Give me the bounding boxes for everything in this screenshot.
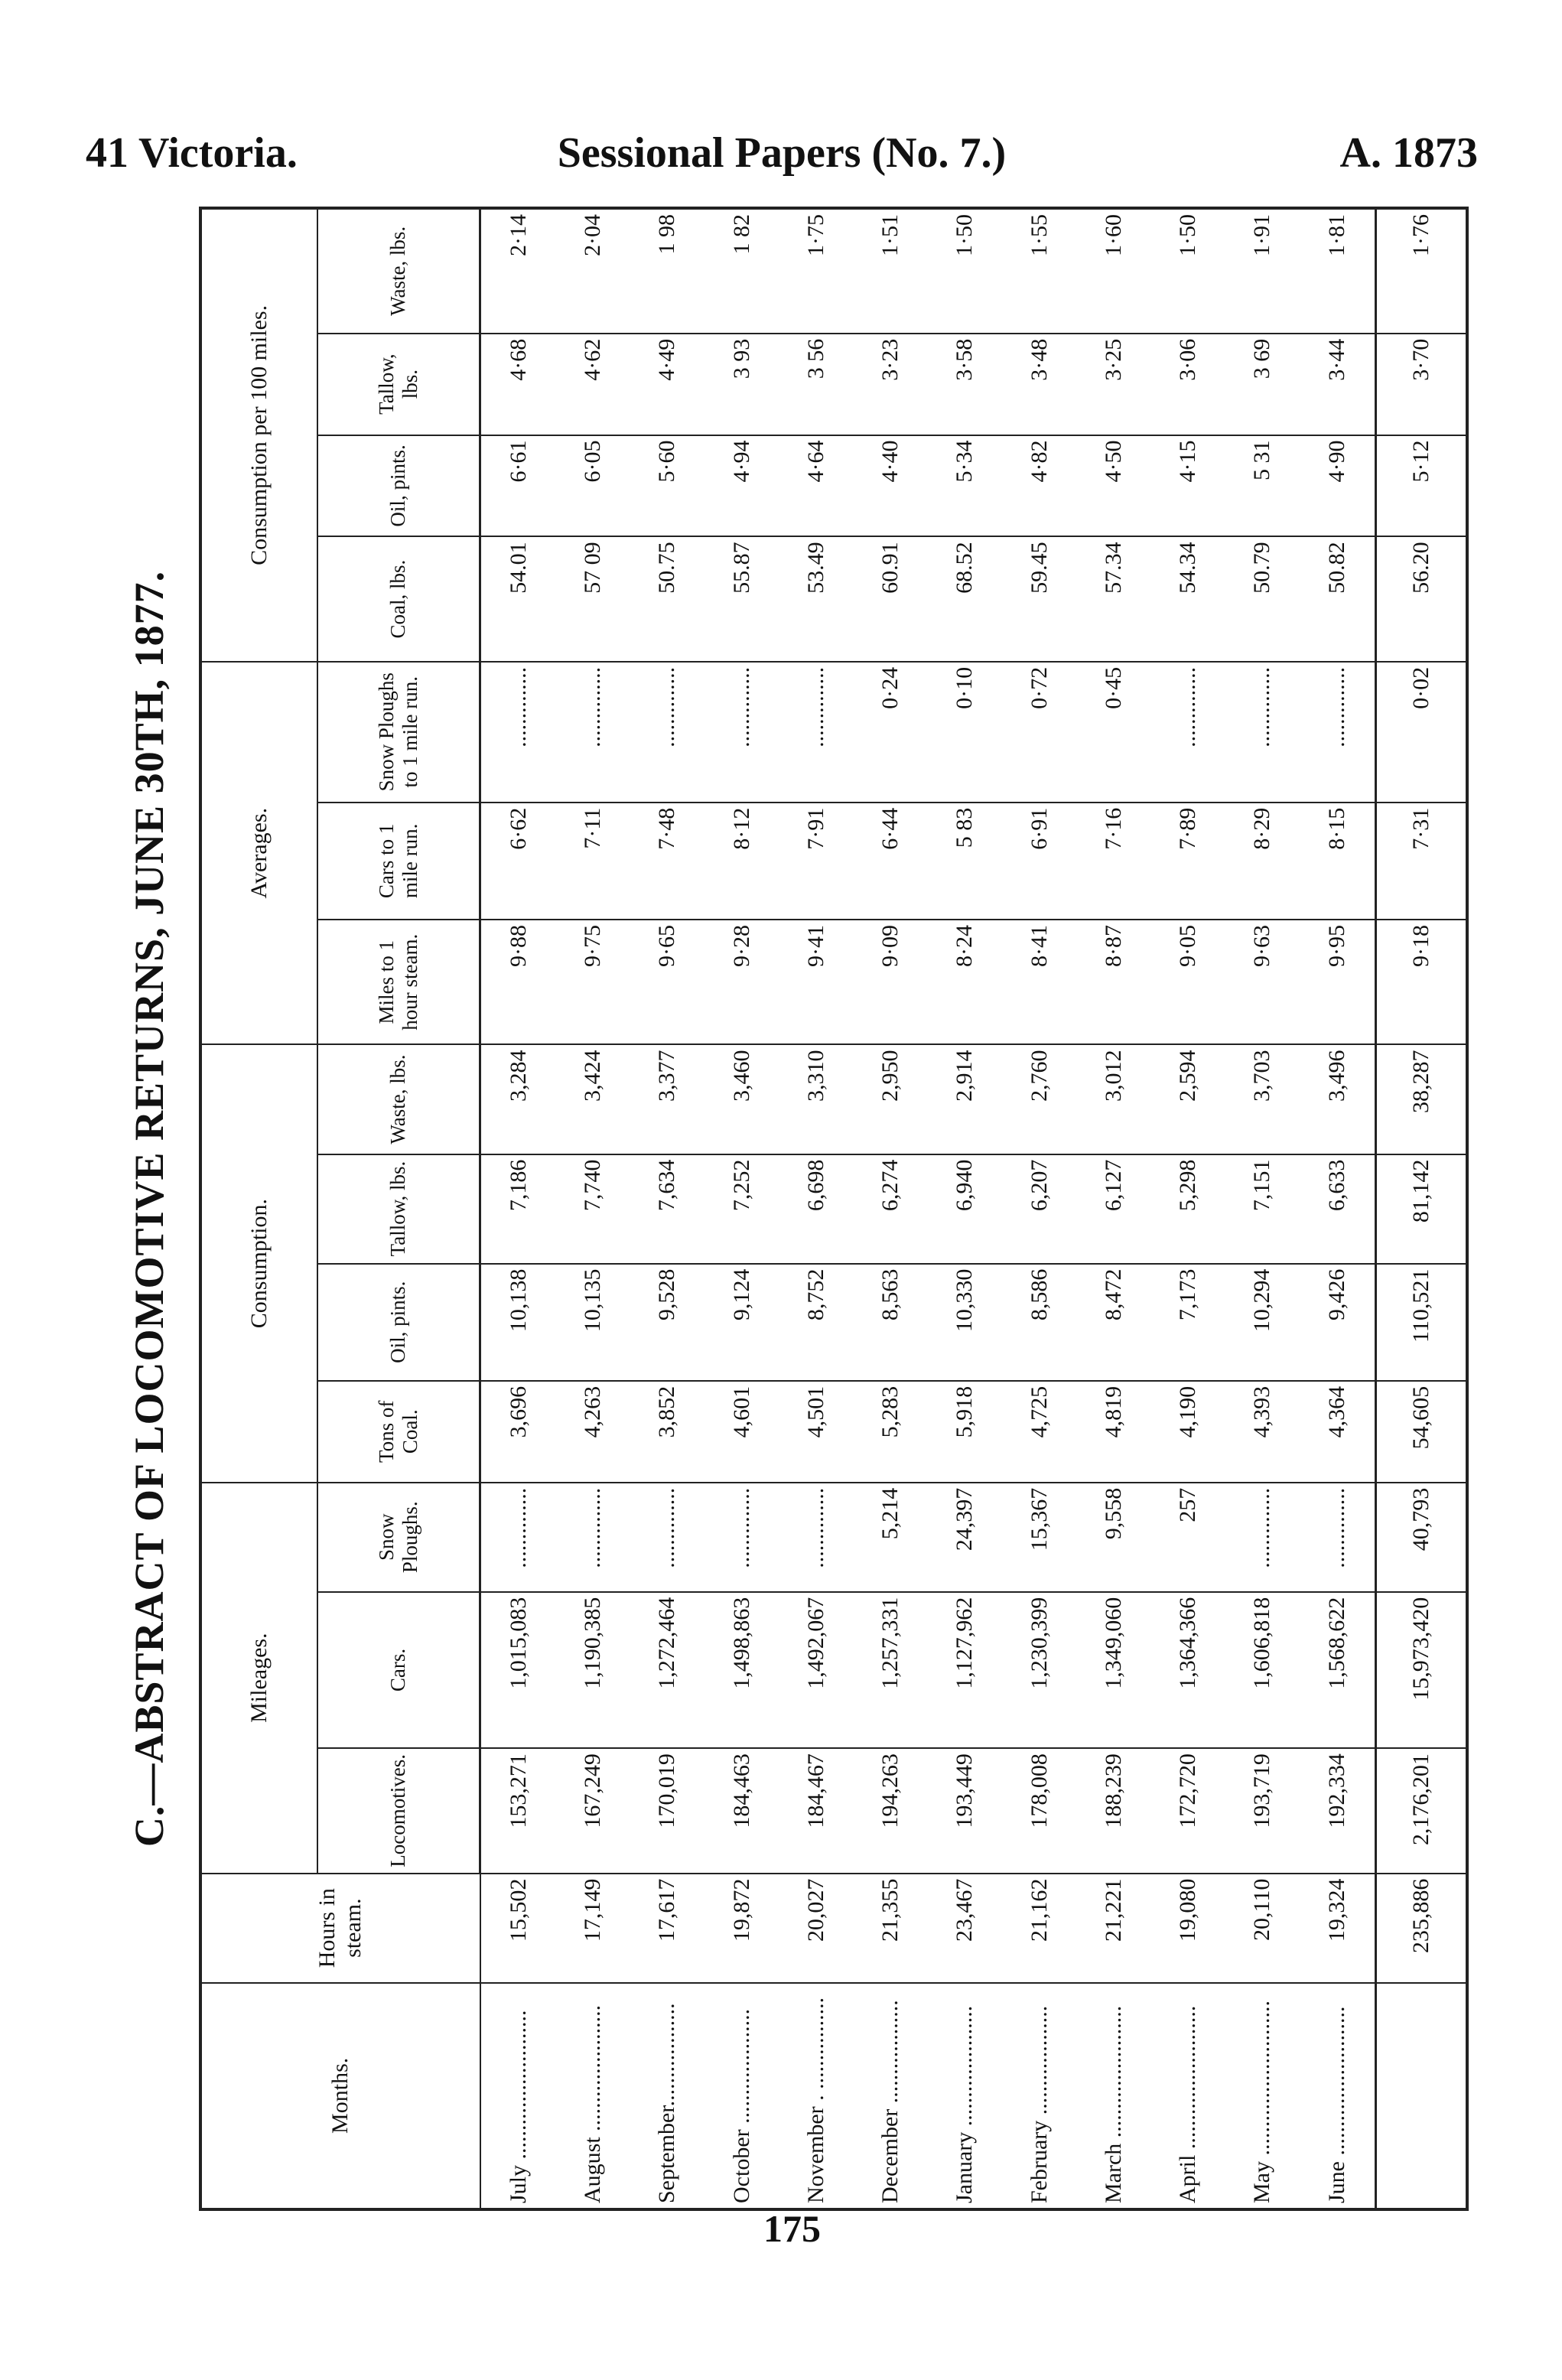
cell-hours: 23,467 (928, 1874, 1002, 1983)
cell-cars-mile: 8·12 (705, 803, 779, 920)
cell-loco: 184,467 (779, 1748, 853, 1873)
cell-hours: 19,080 (1151, 1874, 1225, 1983)
cell-tons: 4,393 (1225, 1381, 1300, 1483)
cell-cars: 1,127,962 (928, 1592, 1002, 1748)
cell-oil: 10,138 (480, 1264, 556, 1381)
cell-tons: 3,852 (630, 1381, 705, 1483)
total-waste: 38,287 (1375, 1045, 1467, 1154)
cell-month: March ....................... (1076, 1983, 1150, 2209)
rotated-table-page (107, 207, 1469, 2211)
cell-oil: 10,330 (928, 1264, 1002, 1381)
hours-header: Hours in steam. (200, 1874, 480, 1983)
cell-month: October .................... (705, 1983, 779, 2209)
cell-coal100: 59.45 (1002, 536, 1076, 661)
tallow100-header: Tallow, lbs. (317, 334, 480, 435)
cell-mph: 9·09 (854, 920, 928, 1044)
cell-oil100: 5 31 (1225, 435, 1300, 537)
cell-tons: 4,725 (1002, 1381, 1076, 1483)
cell-loco: 170,019 (630, 1748, 705, 1873)
cell-tallow100: 3·25 (1076, 334, 1150, 435)
cell-mph: 9·41 (779, 920, 853, 1044)
cell-coal100: 50.82 (1300, 536, 1375, 661)
cell-snow-mile: 0·10 (928, 662, 1002, 803)
cell-cars-mile: 6·91 (1002, 803, 1076, 920)
cell-waste: 3,703 (1225, 1045, 1300, 1154)
cell-cars: 1,272,464 (630, 1592, 705, 1748)
mph-header: Miles to 1 hour steam. (317, 920, 480, 1044)
cell-coal100: 50.75 (630, 536, 705, 661)
cell-oil: 10,135 (556, 1264, 630, 1381)
consumption-per-100-group-header: Consumption per 100 miles. (200, 208, 317, 662)
total-waste100: 1·76 (1375, 208, 1467, 334)
cars-mile-header: Cars to 1 mile run. (317, 803, 480, 920)
waste100-header: Waste, lbs. (317, 208, 480, 334)
table-row (556, 208, 630, 2209)
cell-snow-mile: 0·72 (1002, 662, 1076, 803)
cell-waste: 2,914 (928, 1045, 1002, 1154)
cell-tallow100: 4·68 (480, 334, 556, 435)
table-row (1076, 208, 1150, 2209)
coal100-header: Coal, lbs. (317, 536, 480, 661)
cell-cars-mile: 7·91 (779, 803, 853, 920)
header-right: A. 1873 (1339, 129, 1478, 177)
cell-tallow: 7,252 (705, 1154, 779, 1264)
cell-waste: 3,012 (1076, 1045, 1150, 1154)
cell-coal100: 57.34 (1076, 536, 1150, 661)
cell-hours: 21,355 (854, 1874, 928, 1983)
cell-snow: .............. (480, 1483, 556, 1592)
snow-mile-header: Snow Ploughs to 1 mile run. (317, 662, 480, 803)
cell-tons: 4,501 (779, 1381, 853, 1483)
cell-tallow: 5,298 (1151, 1154, 1225, 1264)
cell-tallow: 6,940 (928, 1154, 1002, 1264)
cell-loco: 167,249 (556, 1748, 630, 1873)
total-oil100: 5·12 (1375, 435, 1467, 537)
cell-tons: 4,364 (1300, 1381, 1375, 1483)
cell-oil: 8,586 (1002, 1264, 1076, 1381)
tons-header: Tons of Coal. (317, 1381, 480, 1483)
cell-cars: 1,492,067 (779, 1592, 853, 1748)
cell-waste100: 1·81 (1300, 208, 1375, 334)
cell-oil100: 5·34 (928, 435, 1002, 537)
cell-coal100: 55.87 (705, 536, 779, 661)
table-container (199, 207, 1469, 2211)
cell-cars-mile: 6·44 (854, 803, 928, 920)
cell-waste: 3,377 (630, 1045, 705, 1154)
table-row (705, 208, 779, 2209)
cell-hours: 17,149 (556, 1874, 630, 1983)
cell-tallow100: 4·62 (556, 334, 630, 435)
cell-cars: 1,190,385 (556, 1592, 630, 1748)
mileages-group-header: Mileages. (200, 1483, 317, 1874)
cell-cars: 1,568,622 (1300, 1592, 1375, 1748)
cell-waste100: 1·75 (779, 208, 853, 334)
cell-tallow100: 3 56 (779, 334, 853, 435)
cell-tallow: 7,740 (556, 1154, 630, 1264)
cell-snow: 15,367 (1002, 1483, 1076, 1592)
cell-hours: 19,324 (1300, 1874, 1375, 1983)
cell-cars-mile: 7·16 (1076, 803, 1150, 920)
cell-hours: 20,110 (1225, 1874, 1300, 1983)
cell-coal100: 54.34 (1151, 536, 1225, 661)
cell-mph: 9·28 (705, 920, 779, 1044)
table-row (1225, 208, 1300, 2209)
cell-tallow: 7,634 (630, 1154, 705, 1264)
cell-month: May ........................... (1225, 1983, 1300, 2209)
cell-tons: 5,918 (928, 1381, 1002, 1483)
cell-snow-mile: 0·24 (854, 662, 928, 803)
total-tallow100: 3·70 (1375, 334, 1467, 435)
cell-snow: 9,558 (1076, 1483, 1150, 1592)
cell-coal100: 50.79 (1225, 536, 1300, 661)
cell-oil100: 4·64 (779, 435, 853, 537)
cell-hours: 17,617 (630, 1874, 705, 1983)
cell-waste100: 1 98 (630, 208, 705, 334)
cell-snow: .............. (556, 1483, 630, 1592)
oil100-header: Oil, pints. (317, 435, 480, 537)
total-snow-mile: 0·02 (1375, 662, 1467, 803)
cell-tons: 4,819 (1076, 1381, 1150, 1483)
table-body (480, 208, 1468, 2209)
cell-loco: 188,239 (1076, 1748, 1150, 1873)
cell-waste100: 1·91 (1225, 208, 1300, 334)
cell-loco: 184,463 (705, 1748, 779, 1873)
cell-tallow: 6,633 (1300, 1154, 1375, 1264)
cell-hours: 20,027 (779, 1874, 853, 1983)
cell-month: April ......................... (1151, 1983, 1225, 2209)
cell-oil100: 4·94 (705, 435, 779, 537)
cell-month: December .................. (854, 1983, 928, 2209)
cell-waste100: 2·04 (556, 208, 630, 334)
cell-waste: 2,594 (1151, 1045, 1225, 1154)
months-header: Months. (200, 1983, 480, 2209)
cell-oil: 9,124 (705, 1264, 779, 1381)
cell-oil: 8,472 (1076, 1264, 1150, 1381)
total-snow: 40,793 (1375, 1483, 1467, 1592)
cell-tallow: 6,698 (779, 1154, 853, 1264)
cell-snow: .............. (779, 1483, 853, 1592)
cell-oil100: 6·61 (480, 435, 556, 537)
header-center: Sessional Papers (No. 7.) (557, 129, 1007, 177)
table-row (779, 208, 853, 2209)
header-left: 41 Victoria. (86, 129, 298, 177)
total-hours: 235,886 (1375, 1874, 1467, 1983)
cell-cars: 1,015,083 (480, 1592, 556, 1748)
cell-mph: 9·63 (1225, 920, 1300, 1044)
waste-header: Waste, lbs. (317, 1045, 480, 1154)
cell-snow-mile: .............. (1225, 662, 1300, 803)
cell-waste100: 1·60 (1076, 208, 1150, 334)
cell-cars: 1,364,366 (1151, 1592, 1225, 1748)
cell-waste: 3,424 (556, 1045, 630, 1154)
cell-oil100: 5·60 (630, 435, 705, 537)
cell-oil100: 6·05 (556, 435, 630, 537)
total-mph: 9·18 (1375, 920, 1467, 1044)
cell-snow-mile: .............. (1300, 662, 1375, 803)
cell-month: January ..................... (928, 1983, 1002, 2209)
page-number: 175 (763, 2207, 821, 2250)
table-row (1300, 208, 1375, 2209)
cell-waste100: 1·51 (854, 208, 928, 334)
tallow-header: Tallow, lbs. (317, 1154, 480, 1264)
cell-waste100: 1·50 (928, 208, 1002, 334)
cell-month: February ................... (1002, 1983, 1076, 2209)
table-row (1002, 208, 1076, 2209)
cell-waste: 3,284 (480, 1045, 556, 1154)
cell-loco: 193,449 (928, 1748, 1002, 1873)
cell-tallow: 7,186 (480, 1154, 556, 1264)
cell-oil: 9,426 (1300, 1264, 1375, 1381)
cell-coal100: 54.01 (480, 536, 556, 661)
cell-hours: 19,872 (705, 1874, 779, 1983)
cell-mph: 9·95 (1300, 920, 1375, 1044)
cell-month: November . ................ (779, 1983, 853, 2209)
cell-oil100: 4·15 (1151, 435, 1225, 537)
cell-month: June .......................... (1300, 1983, 1375, 2209)
cell-cars-mile: 6·62 (480, 803, 556, 920)
cell-tons: 4,601 (705, 1381, 779, 1483)
cell-coal100: 57 09 (556, 536, 630, 661)
cell-waste: 3,310 (779, 1045, 853, 1154)
total-tons: 54,605 (1375, 1381, 1467, 1483)
locomotive-returns-table (199, 207, 1469, 2211)
cell-cars-mile: 7·89 (1151, 803, 1225, 920)
cell-oil: 7,173 (1151, 1264, 1225, 1381)
cell-cars-mile: 8·29 (1225, 803, 1300, 920)
cell-snow-mile: 0·45 (1076, 662, 1150, 803)
cell-snow-mile: .............. (705, 662, 779, 803)
cell-month: July .......................... (480, 1983, 556, 2209)
cell-snow: .............. (1225, 1483, 1300, 1592)
cell-snow: .............. (705, 1483, 779, 1592)
cell-snow: .............. (630, 1483, 705, 1592)
total-tallow: 81,142 (1375, 1154, 1467, 1264)
cell-cars-mile: 8·15 (1300, 803, 1375, 920)
cell-mph: 9·88 (480, 920, 556, 1044)
cell-tons: 4,263 (556, 1381, 630, 1483)
cell-loco: 194,263 (854, 1748, 928, 1873)
cell-waste100: 1 82 (705, 208, 779, 334)
cell-mph: 9·65 (630, 920, 705, 1044)
cell-coal100: 53.49 (779, 536, 853, 661)
cell-cars: 1,498,863 (705, 1592, 779, 1748)
page-header (86, 129, 1478, 190)
cell-hours: 15,502 (480, 1874, 556, 1983)
cars-header: Cars. (317, 1592, 480, 1748)
cell-snow-mile: .............. (630, 662, 705, 803)
cell-hours: 21,221 (1076, 1874, 1150, 1983)
cell-cars: 1,230,399 (1002, 1592, 1076, 1748)
cell-mph: 8·24 (928, 920, 1002, 1044)
cell-tallow100: 3·48 (1002, 334, 1076, 435)
snow-header: Snow Ploughs. (317, 1483, 480, 1592)
table-row (854, 208, 928, 2209)
cell-cars-mile: 7·11 (556, 803, 630, 920)
cell-waste: 2,950 (854, 1045, 928, 1154)
cell-tallow100: 3 69 (1225, 334, 1300, 435)
cell-oil100: 4·82 (1002, 435, 1076, 537)
cell-coal100: 60.91 (854, 536, 928, 661)
total-cars: 15,973,420 (1375, 1592, 1467, 1748)
cell-snow-mile: .............. (480, 662, 556, 803)
cell-oil: 8,563 (854, 1264, 928, 1381)
cell-snow: 257 (1151, 1483, 1225, 1592)
cell-cars: 1,349,060 (1076, 1592, 1150, 1748)
averages-group-header: Averages. (200, 662, 317, 1045)
total-oil: 110,521 (1375, 1264, 1467, 1381)
cell-loco: 153,271 (480, 1748, 556, 1873)
cell-oil: 8,752 (779, 1264, 853, 1381)
table-row (630, 208, 705, 2209)
cell-tallow: 7,151 (1225, 1154, 1300, 1264)
cell-tallow: 6,274 (854, 1154, 928, 1264)
cell-tallow100: 3·44 (1300, 334, 1375, 435)
table-row (1151, 208, 1225, 2209)
cell-waste: 3,460 (705, 1045, 779, 1154)
cell-tallow100: 3·06 (1151, 334, 1225, 435)
cell-tallow100: 3·58 (928, 334, 1002, 435)
cell-waste: 2,760 (1002, 1045, 1076, 1154)
total-loco: 2,176,201 (1375, 1748, 1467, 1873)
cell-tallow: 6,127 (1076, 1154, 1150, 1264)
cell-month: August ...................... (556, 1983, 630, 2209)
cell-snow-mile: .............. (779, 662, 853, 803)
cell-mph: 8·41 (1002, 920, 1076, 1044)
cell-loco: 178,008 (1002, 1748, 1076, 1873)
cell-oil: 9,528 (630, 1264, 705, 1381)
cell-snow: 24,397 (928, 1483, 1002, 1592)
cell-tons: 4,190 (1151, 1381, 1225, 1483)
cell-waste: 3,496 (1300, 1045, 1375, 1154)
cell-tallow100: 4·49 (630, 334, 705, 435)
cell-mph: 8·87 (1076, 920, 1150, 1044)
cell-oil100: 4·50 (1076, 435, 1150, 537)
total-row (1375, 208, 1467, 2209)
cell-tallow100: 3 93 (705, 334, 779, 435)
total-cars-mile: 7·31 (1375, 803, 1467, 920)
cell-snow-mile: .............. (556, 662, 630, 803)
cell-cars-mile: 5 83 (928, 803, 1002, 920)
cell-cars-mile: 7·48 (630, 803, 705, 920)
oil-header: Oil, pints. (317, 1264, 480, 1381)
total-coal100: 56.20 (1375, 536, 1467, 661)
cell-oil100: 4·90 (1300, 435, 1375, 537)
consumption-group-header: Consumption. (200, 1045, 317, 1483)
cell-oil100: 4·40 (854, 435, 928, 537)
cell-month: September.................. (630, 1983, 705, 2209)
cell-cars: 1,606,818 (1225, 1592, 1300, 1748)
total-month (1375, 1983, 1467, 2209)
cell-snow: 5,214 (854, 1483, 928, 1592)
table-title: C.—ABSTRACT OF LOCOMOTIVE RETURNS, JUNE 30TH, 1877. (126, 570, 172, 1848)
cell-tallow100: 3·23 (854, 334, 928, 435)
cell-hours: 21,162 (1002, 1874, 1076, 1983)
cell-snow: .............. (1300, 1483, 1375, 1592)
cell-waste100: 1·55 (1002, 208, 1076, 334)
loco-header: Locomotives. (317, 1748, 480, 1873)
cell-oil: 10,294 (1225, 1264, 1300, 1381)
cell-tallow: 6,207 (1002, 1154, 1076, 1264)
cell-loco: 193,719 (1225, 1748, 1300, 1873)
cell-loco: 172,720 (1151, 1748, 1225, 1873)
cell-cars: 1,257,331 (854, 1592, 928, 1748)
cell-snow-mile: .............. (1151, 662, 1225, 803)
cell-waste100: 2·14 (480, 208, 556, 334)
table-row (928, 208, 1002, 2209)
cell-mph: 9·75 (556, 920, 630, 1044)
cell-waste100: 1·50 (1151, 208, 1225, 334)
cell-loco: 192,334 (1300, 1748, 1375, 1873)
cell-tons: 5,283 (854, 1381, 928, 1483)
cell-tons: 3,696 (480, 1381, 556, 1483)
cell-coal100: 68.52 (928, 536, 1002, 661)
cell-mph: 9·05 (1151, 920, 1225, 1044)
table-row (480, 208, 556, 2209)
